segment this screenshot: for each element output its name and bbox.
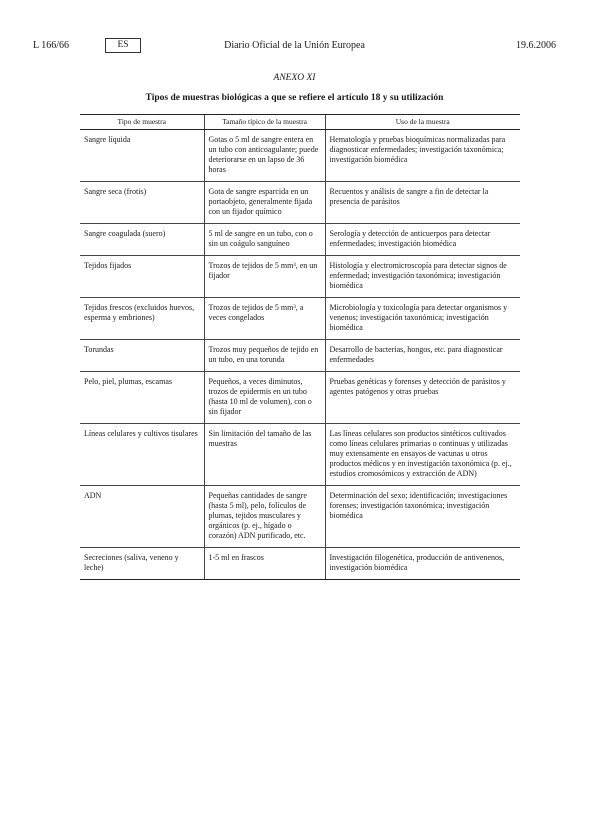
journal-title: Diario Oficial de la Unión Europea	[224, 40, 365, 51]
language-badge: ES	[105, 38, 141, 53]
table-row	[80, 182, 520, 224]
cell-sample-use: Pruebas genéticas y forenses y detección de parásitos y agentes patógenos y otras pruebas	[325, 372, 520, 424]
cell-sample-type: Sangre coagulada (suero)	[80, 224, 204, 256]
table-row	[80, 340, 520, 372]
table-row	[80, 224, 520, 256]
cell-sample-use: Histología y electromicroscopía para detectar signos de enfermedad; investigación taxonómica; investigación biomédica	[325, 256, 520, 298]
cell-sample-size: Pequeños, a veces diminutos, trozos de epidermis en un tubo (hasta 10 ml de volumen), con o sin fijador	[204, 372, 325, 424]
cell-sample-type: Torundas	[80, 340, 204, 372]
table-header-row	[80, 115, 520, 130]
cell-sample-size: Trozos muy pequeños de tejido en un tubo, en una torunda	[204, 340, 325, 372]
journal-reference: L 166/66	[33, 40, 70, 51]
cell-sample-use: Investigación filogenética, producción de antivenenos, investigación biomédica	[325, 548, 520, 580]
cell-sample-size: 1-5 ml en frascos	[204, 548, 325, 580]
sample-types-table	[80, 114, 520, 580]
cell-sample-size: Pequeñas cantidades de sangre (hasta 5 ml), pelo, folículos de plumas, tejidos musculares y orgánicos (p. ej., hígado o corazón) ADN purificado, etc.	[204, 486, 325, 548]
annex-label: ANEXO XI	[273, 73, 316, 83]
cell-sample-size: Trozos de tejidos de 5 mm³, en un fijador	[204, 256, 325, 298]
cell-sample-type: Secreciones (saliva, veneno y leche)	[80, 548, 204, 580]
column-header-size: Tamaño típico de la muestra	[204, 115, 325, 130]
cell-sample-type: Líneas celulares y cultivos tisulares	[80, 424, 204, 486]
cell-sample-type: Pelo, piel, plumas, escamas	[80, 372, 204, 424]
cell-sample-type: Tejidos fijados	[80, 256, 204, 298]
table-row	[80, 130, 520, 182]
table-row	[80, 424, 520, 486]
table-row	[80, 298, 520, 340]
cell-sample-size: Gotas o 5 ml de sangre entera en un tubo con anticoagulante; puede deteriorarse en un lapso de 36 horas	[204, 130, 325, 182]
table-row	[80, 372, 520, 424]
cell-sample-type: Sangre líquida	[80, 130, 204, 182]
table-row	[80, 256, 520, 298]
cell-sample-size: Trozos de tejidos de 5 mm³, a veces congelados	[204, 298, 325, 340]
cell-sample-use: Determinación del sexo; identificación; investigaciones forenses; investigación taxonómica; investigación biomédica	[325, 486, 520, 548]
cell-sample-use: Las líneas celulares son productos sintéticos cultivados como líneas celulares primarias o continuas y utilizadas muy extensamente en ensayos de vacunas u otros productos médicos y en investigación taxonómica (p. ej., estudios cromosómicos y extracción de ADN)	[325, 424, 520, 486]
cell-sample-type: ADN	[80, 486, 204, 548]
column-header-type: Tipo de muestra	[80, 115, 204, 130]
cell-sample-use: Desarrollo de bacterias, hongos, etc. para diagnosticar enfermedades	[325, 340, 520, 372]
cell-sample-size: Sin limitación del tamaño de las muestras	[204, 424, 325, 486]
cell-sample-type: Tejidos frescos (excluidos huevos, esperma y embriones)	[80, 298, 204, 340]
cell-sample-use: Serología y detección de anticuerpos para detectar enfermedades; investigación biomédica	[325, 224, 520, 256]
column-header-use: Uso de la muestra	[325, 115, 520, 130]
cell-sample-size: Gota de sangre esparcida en un portaobjeto, generalmente fijada con un fijador químico	[204, 182, 325, 224]
table-row	[80, 486, 520, 548]
page-header	[33, 38, 556, 54]
cell-sample-use: Recuentos y análisis de sangre a fin de detectar la presencia de parásitos	[325, 182, 520, 224]
cell-sample-type: Sangre seca (frotis)	[80, 182, 204, 224]
cell-sample-size: 5 ml de sangre en un tubo, con o sin un coágulo sanguíneo	[204, 224, 325, 256]
cell-sample-use: Microbiología y toxicología para detectar organismos y venenos; investigación taxonómica; investigación biomédica	[325, 298, 520, 340]
table-row	[80, 548, 520, 580]
table-title: Tipos de muestras biológicas a que se refiere el artículo 18 y su utilización	[145, 93, 444, 103]
cell-sample-use: Hematología y pruebas bioquímicas normalizadas para diagnosticar enfermedades; investigación taxonómica; investigación biomédica	[325, 130, 520, 182]
publication-date: 19.6.2006	[516, 40, 556, 51]
